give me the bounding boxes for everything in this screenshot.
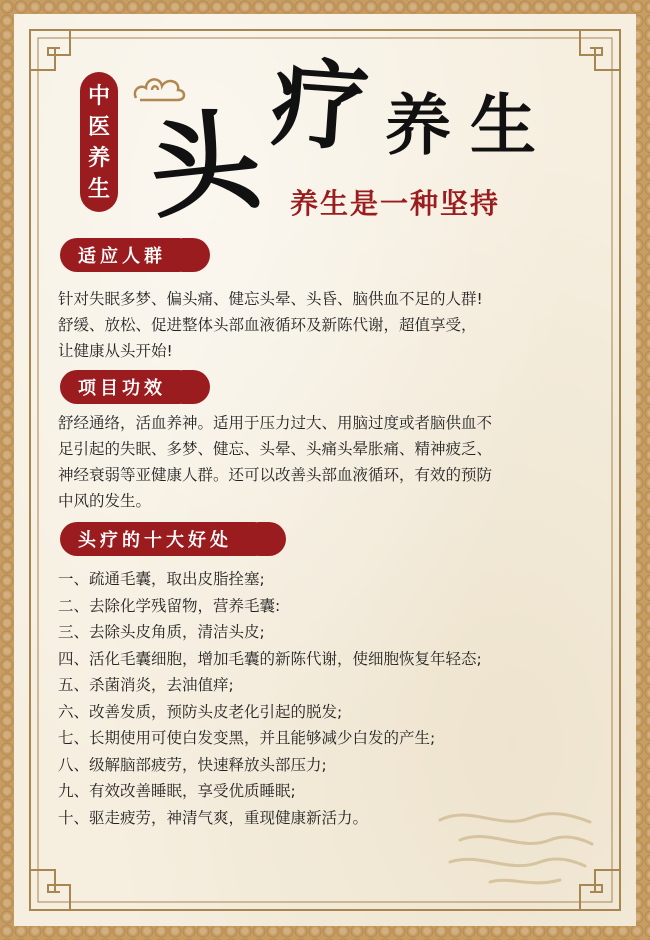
list-item: 七、长期使用可使白发变黑，并且能够减少白发的产生;	[58, 729, 436, 747]
badge-char: 中	[87, 82, 110, 109]
list-item: 五、杀菌消炎，去油值痒;	[58, 676, 234, 694]
section-heading-audience: 适应人群	[60, 238, 196, 272]
title-char: 生	[470, 86, 536, 164]
list-item: 九、有效改善睡眠，享受优质睡眠;	[58, 782, 296, 800]
list-item: 二、去除化学残留物，营养毛囊:	[58, 596, 281, 615]
title-char: 疗	[268, 45, 372, 166]
title-char: 养	[385, 86, 451, 164]
title-char: 头	[143, 94, 267, 235]
list-item: 六、改善发质，预防头皮老化引起的脱发;	[58, 702, 343, 721]
list-item: 三、去除头皮角质，清洁头皮;	[58, 623, 265, 641]
text-line: 舒经通络，活血养神。适用于压力过大、用脑过度或者脑供血不	[58, 414, 493, 432]
effects-paragraph	[58, 410, 598, 514]
benefits-list	[58, 566, 598, 831]
list-item: 一、疏通毛囊，取出皮脂拴塞;	[58, 570, 265, 588]
badge-char: 医	[87, 113, 110, 140]
badge-char: 养	[87, 144, 110, 171]
text-line: 针对失眠多梦、偏头痛、健忘头晕、头昏、脑供血不足的人群!	[58, 290, 483, 308]
wave-cloud-icon	[430, 800, 600, 890]
list-item: 八、级解脑部疲劳，快速释放头部压力;	[58, 755, 327, 774]
text-line: 让健康从头开始!	[58, 342, 173, 360]
text-line: 中风的发生。	[58, 492, 152, 510]
text-line: 舒缓、放松、促进整体头部血液循环及新陈代谢，超值享受，	[58, 316, 477, 334]
section-heading-benefits: 头疗的十大好处	[60, 522, 272, 556]
text-line: 足引起的失眠、多梦、健忘、头晕、头痛头晕胀痛、精神疲乏、	[58, 440, 493, 458]
audience-paragraph	[58, 286, 598, 364]
badge-char: 生	[87, 175, 110, 202]
text-line: 神经衰弱等亚健康人群。还可以改善头部血液循环，有效的预防	[58, 466, 493, 484]
list-item: 四、活化毛囊细胞，增加毛囊的新陈代谢，使细胞恢复年轻态;	[58, 649, 482, 668]
section-heading-effects: 项目功效	[60, 370, 196, 404]
slogan: 养生是一种坚持	[290, 187, 501, 220]
tcm-badge	[80, 72, 118, 212]
list-item: 十、驱走疲劳，神清气爽，重现健康新活力。	[58, 808, 369, 827]
